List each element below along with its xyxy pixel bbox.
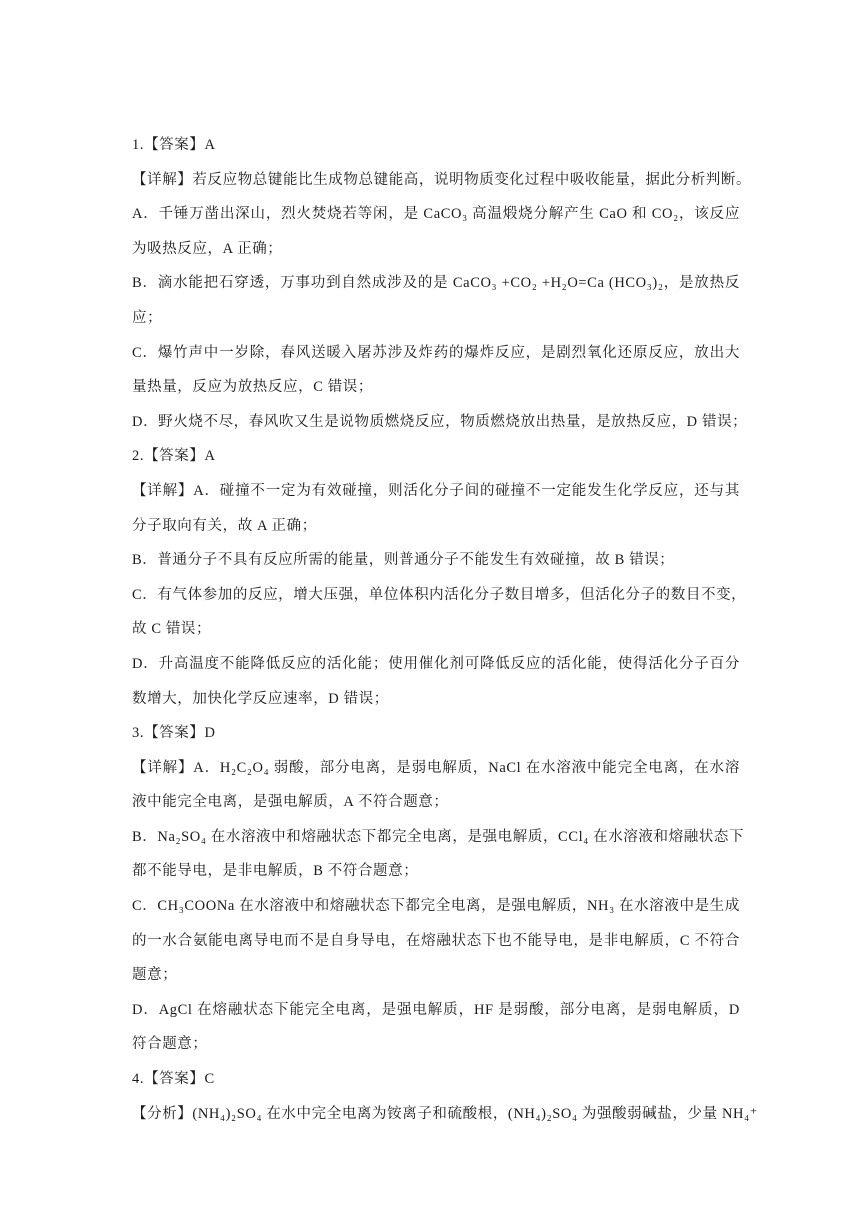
q3-option-c-line: C．CH₃COONa 在水溶液中和熔融状态下都完全电离，是强电解质，NH₃ 在水溶液中是生成 (132, 898, 740, 915)
q4-analysis-line: 【分析】(NH₄)₂SO₄ 在水中完全电离为铵离子和硫酸根，(NH₄)₂SO₄ 为强酸弱碱盐，少量 NH₄⁺ (132, 1105, 759, 1122)
answer-text-body (132, 134, 759, 1137)
q1-option-b-line-cont: 应； (132, 309, 163, 326)
q3-option-d-line: D．AgCl 在熔融状态下能完全电离，是强电解质，HF 是弱酸，部分电离，是弱电解质，D (132, 1001, 740, 1018)
q3-option-c-line-cont: 的一水合氨能电离导电而不是自身导电，在熔融状态下也不能导电，是非电解质，C 不符合 (132, 932, 740, 949)
q3-option-c-line-end: 题意； (132, 967, 178, 984)
q2-option-d-line: D．升高温度不能降低反应的活化能；使用催化剂可降低反应的活化能，使得活化分子百分 (132, 655, 740, 672)
q1-option-b-line: B．滴水能把石穿透，万事功到自然成涉及的是 CaCO₃ +CO₂ +H₂O=Ca (HCO₃)₂，是放热反 (132, 275, 740, 292)
q3-detail-line: 【详解】A．H₂C₂O₄ 弱酸，部分电离，是弱电解质，NaCl 在水溶液中能完全电离，在水溶 (132, 759, 740, 776)
q1-option-a-line-cont: 为吸热反应，A 正确； (132, 240, 283, 257)
q2-answer-heading: 2.【答案】A (132, 448, 216, 465)
q1-answer-heading: 1.【答案】A (132, 137, 216, 153)
q2-detail-line: 【详解】A．碰撞不一定为有效碰撞，则活化分子间的碰撞不一定能发生化学反应，还与其 (132, 482, 740, 499)
q3-answer-heading: 3.【答案】D (132, 725, 216, 742)
q2-option-c-line-cont: 故 C 错误； (132, 621, 212, 638)
q2-option-d-line-cont: 数增大，加快化学反应速率，D 错误； (132, 690, 389, 707)
q2-detail-line-cont: 分子取向有关，故 A 正确； (132, 517, 317, 534)
q1-option-c-line: C．爆竹声中一岁除，春风送暖入屠苏涉及炸药的爆炸反应，是剧烈氧化还原反应，放出大 (132, 344, 740, 361)
q2-option-c-line: C．有气体参加的反应，增大压强，单位体积内活化分子数目增多，但活化分子的数目不变， (132, 586, 747, 603)
q2-option-b-line: B．普通分子不具有反应所需的能量，则普通分子不能发生有效碰撞，故 B 错误； (132, 552, 675, 569)
q1-option-c-line-cont: 量热量，反应为放热反应，C 错误； (132, 379, 373, 396)
q1-detail-line: 【详解】若反应物总键能比生成物总键能高，说明物质变化过程中吸收能量，据此分析判断。 (132, 171, 752, 188)
q3-option-b-line-cont: 都不能导电，是非电解质，B 不符合题意； (132, 863, 419, 880)
q1-option-d-line: D．野火烧不尽，春风吹又生是说物质燃烧反应，物质燃烧放出热量，是放热反应，D 错误； (132, 413, 748, 430)
q4-answer-heading: 4.【答案】C (132, 1071, 215, 1088)
q3-option-d-line-cont: 符合题意； (132, 1036, 208, 1053)
q3-detail-line-cont: 液中能完全电离，是强电解质，A 不符合题意； (132, 794, 449, 811)
q3-option-b-line: B．Na₂SO₄ 在水溶液中和熔融状态下都完全电离，是强电解质，CCl₄ 在水溶液和熔融状态下 (132, 828, 745, 845)
q1-option-a-line: A．千锤万凿出深山，烈火焚烧若等闲，是 CaCO₃ 高温煅烧分解产生 CaO 和 CO₂，该反应 (132, 206, 740, 223)
